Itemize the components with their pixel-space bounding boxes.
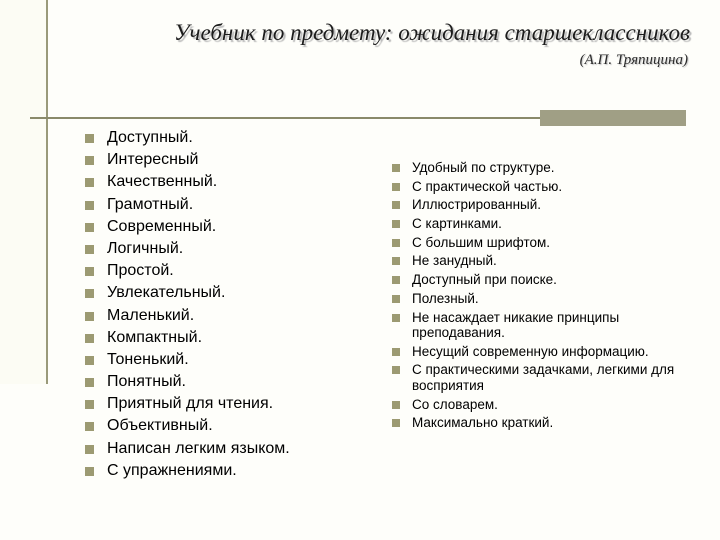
list-item (85, 127, 290, 149)
list-item (85, 305, 290, 327)
bullet-square-icon (85, 422, 94, 431)
list-item (85, 349, 290, 371)
bullet-square-icon (85, 201, 94, 210)
bullet-square-icon (85, 334, 94, 343)
list-item (392, 415, 702, 431)
bullet-square-icon (392, 257, 400, 265)
bullet-square-icon (85, 178, 94, 187)
list-item (392, 272, 702, 288)
list-item-text: С большим шрифтом. (412, 234, 551, 250)
list-item (392, 291, 702, 307)
bullet-square-icon (85, 467, 94, 476)
list-item (85, 260, 290, 282)
list-item-text: Иллюстрированный. (412, 197, 542, 213)
list-item-text: Не насаждает никакие принципы преподавания. (412, 309, 620, 340)
list-item (392, 253, 702, 269)
list-item-text: Удобный по структуре. (412, 160, 555, 175)
bullet-square-icon (85, 312, 94, 321)
list-item-text: Полезный. (412, 290, 479, 306)
bullet-square-icon (85, 134, 94, 143)
list-item (392, 397, 702, 413)
bullet-square-icon (392, 314, 400, 322)
list-item-text: Компактный. (107, 328, 203, 346)
bullet-square-icon (392, 366, 400, 374)
bullet-square-icon (85, 445, 94, 454)
list-item-text: Тоненький. (107, 350, 189, 368)
divider-accent-block (540, 110, 686, 126)
list-item-text: Современный. (107, 217, 217, 235)
bullet-square-icon (85, 289, 94, 298)
list-item-text: Написан легким языком. (107, 439, 290, 457)
bullet-square-icon (85, 245, 94, 254)
list-item (392, 235, 702, 251)
bullet-square-icon (392, 348, 400, 356)
list-item-text: Доступный. (107, 129, 193, 146)
bullet-square-icon (85, 156, 94, 165)
list-item-text: Маленький. (107, 306, 195, 324)
bullet-square-icon (85, 267, 94, 276)
bullet-square-icon (85, 356, 94, 365)
list-item (85, 171, 290, 193)
list-item (85, 216, 290, 238)
list-item-text: Доступный при поиске. (412, 272, 557, 288)
list-item (392, 216, 702, 232)
list-item-text: Не занудный. (412, 253, 497, 269)
list-item-text: Интересный (107, 151, 199, 169)
bullet-square-icon (392, 401, 400, 409)
list-item (392, 310, 702, 341)
left-bullet-list (85, 127, 290, 482)
list-item-text: Грамотный. (107, 195, 194, 213)
list-item (85, 371, 290, 393)
bullet-square-icon (392, 183, 400, 191)
list-item (85, 460, 290, 482)
slide-author: (А.П. Тряпицина) (579, 52, 688, 68)
bullet-square-icon (392, 239, 400, 247)
list-item-text: Увлекательный. (107, 284, 226, 302)
bullet-square-icon (392, 419, 400, 427)
list-item (392, 197, 702, 213)
list-item-text: С практической частью. (412, 178, 563, 194)
list-item-text: Со словарем. (412, 396, 498, 412)
list-item (392, 179, 702, 195)
list-item-text: Качественный. (107, 173, 218, 191)
list-item-text: Объективный. (107, 417, 213, 435)
bullet-square-icon (85, 400, 94, 409)
list-item-text: Простой. (107, 262, 174, 280)
list-item (85, 415, 290, 437)
list-item-text: Максимально краткий. (412, 415, 554, 431)
list-item (85, 149, 290, 171)
bullet-square-icon (392, 220, 400, 228)
list-item-text: Несущий современную информацию. (412, 343, 649, 359)
list-item (85, 327, 290, 349)
bullet-square-icon (85, 378, 94, 387)
list-item (85, 194, 290, 216)
list-item-text: Приятный для чтения. (107, 395, 274, 413)
bullet-square-icon (392, 201, 400, 209)
bullet-square-icon (85, 223, 94, 232)
list-item-text: Логичный. (107, 239, 184, 257)
bullet-square-icon (392, 276, 400, 284)
list-item (85, 282, 290, 304)
list-item-text: С практическими задачками, легкими для восприятия (412, 362, 675, 393)
bullet-square-icon (392, 295, 400, 303)
list-item (85, 393, 290, 415)
list-item (392, 362, 702, 393)
slide-title: Учебник по предмету: ожидания старшеклассников (174, 20, 690, 45)
list-item (392, 344, 702, 360)
list-item (392, 160, 702, 176)
list-item (85, 438, 290, 460)
list-item (85, 238, 290, 260)
bullet-square-icon (392, 164, 400, 172)
right-bullet-list (392, 160, 702, 434)
list-item-text: Понятный. (107, 373, 186, 391)
list-item-text: С упражнениями. (107, 461, 237, 479)
list-item-text: С картинками. (412, 216, 502, 232)
